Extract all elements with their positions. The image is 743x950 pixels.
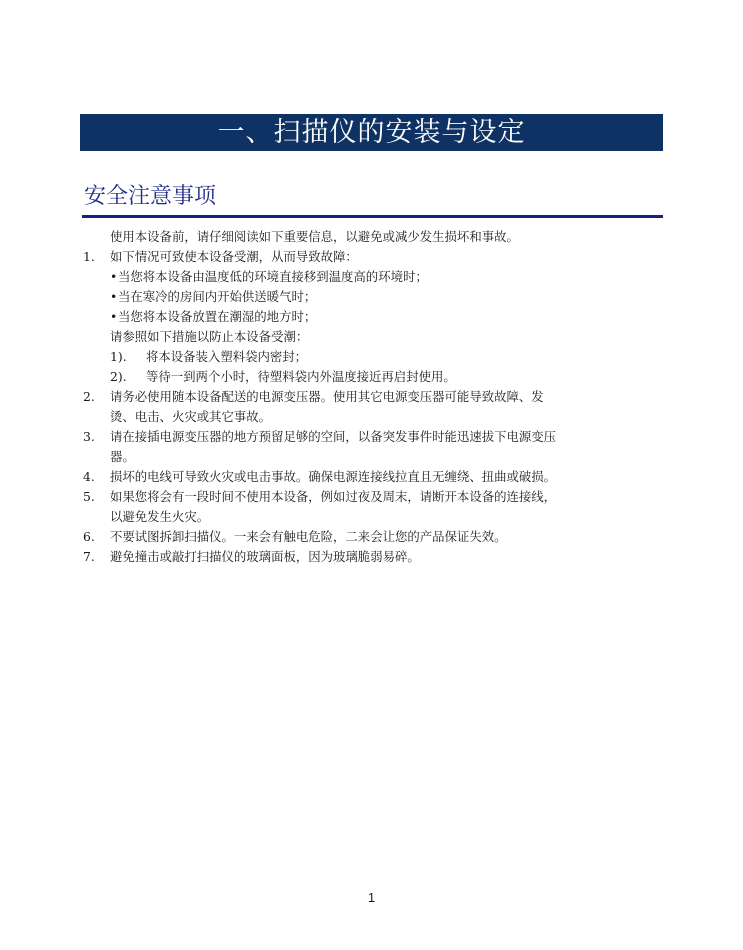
chapter-title-banner: 一、扫描仪的安装与设定	[80, 114, 663, 151]
list-item-text: 请务必使用随本设备配送的电源变压器。使用其它电源变压器可能导致故障、发	[110, 389, 544, 404]
list-number: 1.	[83, 249, 95, 264]
measure-text: 等待一到两个小时，待塑料袋内外温度接近再启封使用。	[146, 369, 456, 384]
bullet-text: 当您将本设备由温度低的环境直接移到温度高的环境时；	[118, 269, 428, 284]
measure-text: 将本设备装入塑料袋内密封；	[146, 349, 308, 364]
list-number: 6.	[83, 529, 95, 544]
sub-list-number: 1).	[110, 349, 127, 364]
list-item-text: 避免撞击或敲打扫描仪的玻璃面板，因为玻璃脆弱易碎。	[110, 549, 420, 564]
page-number: 1	[367, 890, 376, 905]
list-number: 5.	[83, 489, 95, 504]
list-item-text: 如下情况可致使本设备受潮，从而导致故障：	[110, 249, 358, 264]
list-number: 3.	[83, 429, 95, 444]
section-divider	[82, 215, 663, 218]
list-item-text: 损坏的电线可导致火灾或电击事故。确保电源连接线拉直且无缠绕、扭曲或破损。	[110, 469, 557, 484]
list-item-text: 不要试图拆卸扫描仪。一来会有触电危险，二来会让您的产品保证失效。	[110, 529, 507, 544]
measures-intro-text: 请参照如下措施以防止本设备受潮：	[110, 329, 309, 344]
list-number: 7.	[83, 549, 95, 564]
list-number: 2.	[83, 389, 95, 404]
list-item-text: 如果您将会有一段时间不使用本设备，例如过夜及周末，请断开本设备的连接线，	[110, 489, 557, 504]
bullet-icon: •	[110, 309, 118, 324]
section-title: 安全注意事项	[84, 184, 217, 209]
list-item-text: 烫、电击、火灾或其它事故。	[110, 409, 272, 424]
bullet-text: 当在寒冷的房间内开始供送暖气时；	[118, 289, 317, 304]
list-item-text: 请在接插电源变压器的地方预留足够的空间，以备突发事件时能迅速拔下电源变压	[110, 429, 557, 444]
list-item-text: 以避免发生火灾。	[110, 509, 210, 524]
sub-list-number: 2).	[110, 369, 127, 384]
intro-text: 使用本设备前，请仔细阅读如下重要信息，以避免或减少发生损坏和事故。	[110, 229, 519, 244]
list-item-text: 器。	[110, 449, 135, 464]
bullet-text: 当您将本设备放置在潮湿的地方时；	[118, 309, 317, 324]
list-number: 4.	[83, 469, 95, 484]
bullet-icon: •	[110, 269, 118, 284]
bullet-icon: •	[110, 289, 118, 304]
